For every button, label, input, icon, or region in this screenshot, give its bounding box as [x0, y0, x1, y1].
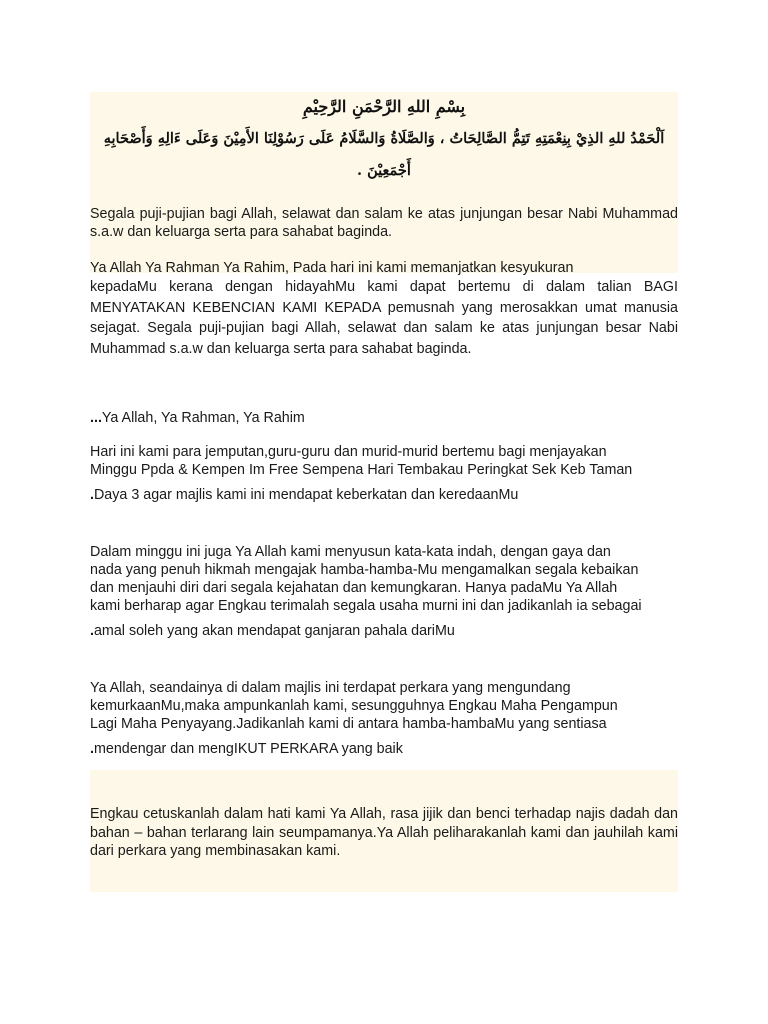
paragraph-gathering-line-3 [90, 486, 678, 504]
highlight-block-top [90, 92, 678, 273]
paragraph-week-line-5 [90, 622, 678, 640]
paragraph-week-line-3: dan menjauhi diri dari segala kejahatan dan kemungkaran. Hanya padaMu Ya Allah [90, 580, 618, 596]
week-line-5-text: amal soleh yang akan mendapat ganjaran pahala dariMu [93, 623, 455, 639]
bismillah: بِسْمِ اللهِ الرَّحْمَنِ الرَّحِيْمِ [302, 97, 466, 116]
paragraph-gathering-line-2: Minggu Ppda & Kempen Im Free Sempena Hari Tembakau Peringkat Sek Keb Taman [90, 462, 633, 478]
paragraph-week-line-1: Dalam minggu ini juga Ya Allah kami menyusun kata-kata indah, dengan gaya dan [90, 544, 611, 560]
paragraph-protection: Engkau cetuskanlah dalam hati kami Ya Allah, rasa jijik dan benci terhadap najis dadah dan bahan – bahan terlarang lain seumpamanya.Ya Allah peliharakanlah kami dan jauhilah kami dari perkara yang membinasakan kami. [90, 806, 678, 859]
paragraph-forgiveness-line-4 [90, 740, 678, 758]
paragraph-forgiveness-line-1: Ya Allah, seandainya di dalam majlis ini terdapat perkara yang mengundang [90, 680, 571, 696]
paragraph-week-line-2: nada yang penuh hikmah mengajak hamba-hamba-Mu mengamalkan segala kebaikan [90, 562, 639, 578]
paragraph-gathering-line-1: Hari ini kami para jemputan,guru-guru dan murid-murid bertemu bagi menjayakan [90, 444, 607, 460]
gathering-line-3-text: Daya 3 agar majlis kami ini mendapat keberkatan dan keredaanMu [93, 487, 519, 503]
paragraph-praise: Segala puji-pujian bagi Allah, selawat dan salam ke atas junjungan besar Nabi Muhammad s.a.w dan keluarga serta para sahabat baginda. [90, 206, 678, 240]
ellipsis-prefix: ... [90, 410, 102, 426]
invocation-line [90, 409, 678, 427]
opening-praise-line-1: اَلْحَمْدُ للهِ الذِيْ بِنِعْمَتِهِ تَتِمُّ الصَّالِحَاتُ ، وَالصَّلَاةُ وَالسَّلَامُ عَلَى رَسُوْلِنَا الأَمِيْنَ وَعَلَى ءَالِهِ وَأَصْحَابِهِ [103, 130, 665, 147]
forgiveness-line-4-text: mendengar dan mengIKUT PERKARA yang baik [93, 741, 403, 757]
paragraph-week-line-4: kami berharap agar Engkau terimalah segala usaha murni ini dan jadikanlah ia sebagai [90, 598, 642, 614]
opening-praise-line-2: أَجْمَعِيْنَ . [357, 162, 411, 179]
paragraph-gratitude: kepadaMu kerana dengan hidayahMu kami dapat bertemu di dalam talian BAGI MENYATAKAN KEBENCIAN KAMI KEPADA pemusnah yang merosakkan umat manusia sejagat. Segala puji-pujian bagi Allah, selawat dan salam ke atas junjungan besar Nabi Muhammad s.a.w dan keluarga serta para sahabat baginda. [90, 279, 678, 357]
paragraph-forgiveness-line-2: kemurkaanMu,maka ampunkanlah kami, sesungguhnya Engkau Maha Pengampun [90, 698, 618, 714]
paragraph-forgiveness-line-3: Lagi Maha Penyayang.Jadikanlah kami di antara hamba-hambaMu yang sentiasa [90, 716, 607, 732]
paragraph-gratitude-line-1: Ya Allah Ya Rahman Ya Rahim, Pada hari ini kami memanjatkan kesyukuran [90, 260, 574, 276]
invocation-text: Ya Allah, Ya Rahman, Ya Rahim [101, 410, 305, 426]
